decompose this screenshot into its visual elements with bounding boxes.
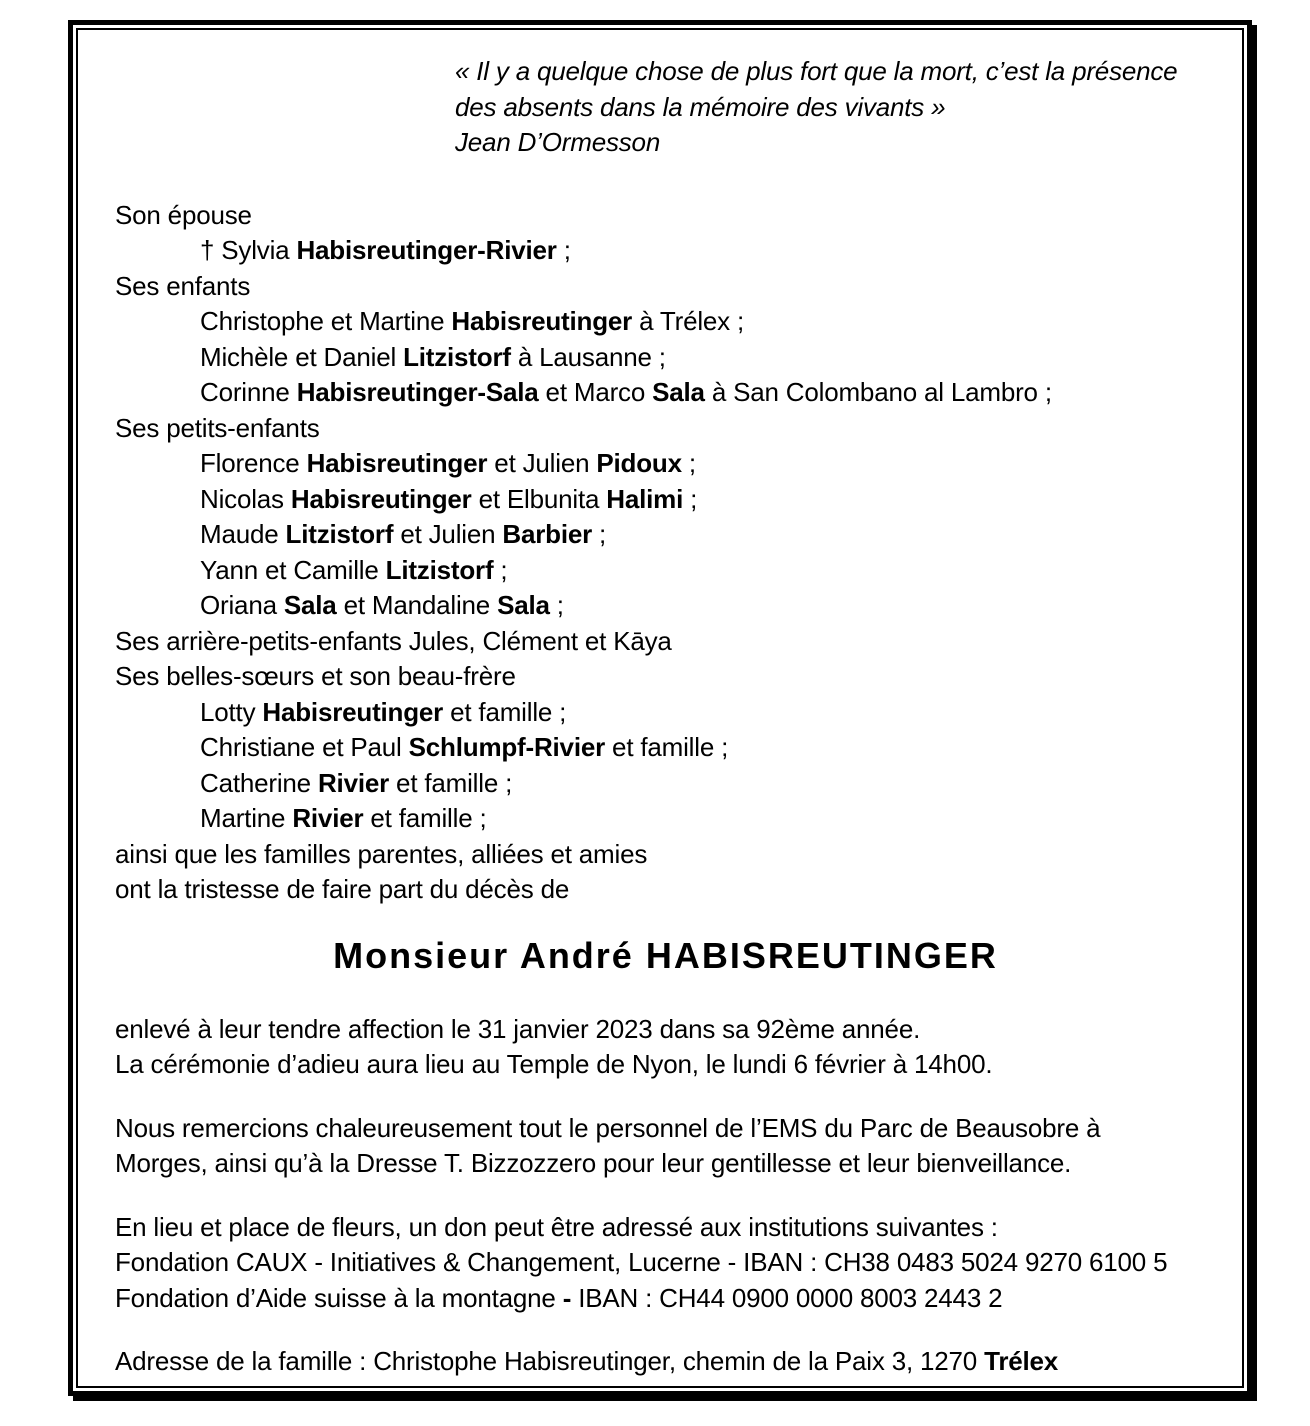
deceased-name-title: Monsieur André HABISREUTINGER: [333, 934, 998, 976]
text-run: Michèle et Daniel: [200, 341, 404, 372]
text-run: Habisreutinger-Sala: [296, 377, 539, 407]
text-run: Ses petits-enfants: [115, 412, 320, 443]
text-run: ;: [556, 235, 571, 265]
text-line: [115, 269, 1216, 305]
text-line: [115, 304, 1216, 340]
text-run: Habisreutinger: [262, 696, 444, 727]
text-run: et famille ;: [363, 803, 487, 833]
text-run: et Marco: [538, 377, 653, 407]
text-run: Lotty: [200, 696, 263, 727]
text-line: [115, 659, 1216, 695]
text-line: [115, 1012, 1216, 1048]
text-run: La cérémonie d’adieu aura lieu au Temple de Nyon, le lundi 6 février à 14h00.: [115, 1049, 993, 1079]
text-run: † Sylvia: [200, 235, 297, 265]
text-run: ;: [592, 519, 607, 549]
quote-attribution: Jean D’Ormesson: [455, 127, 661, 157]
text-line: [115, 588, 1216, 624]
text-run: Sala: [497, 590, 550, 620]
announcement-paragraphs: [115, 1012, 1216, 1380]
text-run: Martine: [200, 803, 293, 833]
text-run: Habisreutinger: [290, 483, 472, 514]
paragraph-donations: [115, 1210, 1216, 1317]
text-run: Trélex: [984, 1346, 1059, 1376]
paragraph-thanks: [115, 1111, 1216, 1182]
paragraph-family-address: [115, 1344, 1216, 1380]
text-run: Sala: [652, 377, 705, 407]
text-run: Morges, ainsi qu’à la Dresse T. Bizzozzero pour leur gentillesse et leur bienveillance.: [115, 1148, 1072, 1178]
text-line: [115, 1210, 1216, 1246]
memorial-quote: [455, 54, 1216, 161]
text-line: [115, 872, 1216, 908]
text-line: [115, 198, 1216, 234]
text-run: Litzistorf: [385, 554, 494, 585]
text-run: Catherine: [200, 767, 318, 798]
text-line: [115, 446, 1216, 482]
paragraph-ceremony: [115, 1012, 1216, 1083]
text-run: Ses belles-sœurs et son beau-frère: [115, 661, 516, 691]
text-run: enlevé à leur tendre affection le 31 janvier 2023 dans sa 92ème année.: [115, 1013, 921, 1044]
text-line: [115, 1047, 1216, 1083]
text-run: Litzistorf: [285, 519, 394, 549]
document-inner-border: [76, 28, 1244, 1388]
text-run: Son épouse: [115, 199, 252, 230]
text-line: [115, 1245, 1216, 1281]
quote-line-2: des absents dans la mémoire des vivants »: [455, 91, 946, 122]
text-run: Corinne: [200, 377, 297, 407]
text-line: [115, 695, 1216, 731]
text-run: -: [562, 1282, 572, 1313]
text-run: ont la tristesse de faire part du décès de: [115, 874, 570, 904]
text-run: IBAN : CH44 0900 0000 8003 2443 2: [571, 1282, 1003, 1313]
text-run: Fondation CAUX - Initiatives & Changement, Lucerne - IBAN : CH38 0483 5024 9270 6100 5: [115, 1247, 1168, 1277]
text-run: Oriana: [200, 590, 284, 620]
text-run: et famille ;: [605, 732, 729, 762]
document-frame: [68, 20, 1252, 1396]
text-run: Rivier: [317, 767, 390, 798]
text-run: à Trélex ;: [632, 306, 745, 336]
text-line: [115, 766, 1216, 802]
text-run: Yann et Camille: [200, 554, 386, 585]
text-line: [115, 517, 1216, 553]
text-run: Florence: [200, 448, 307, 478]
text-run: et Elbunita: [471, 483, 607, 514]
text-run: et famille ;: [389, 767, 513, 798]
text-line: [115, 1146, 1216, 1182]
text-run: ainsi que les familles parentes, alliées et amies: [115, 838, 648, 869]
text-run: à San Colombano al Lambro ;: [704, 377, 1052, 407]
text-run: à Lausanne ;: [510, 341, 666, 372]
text-run: Habisreutinger: [451, 306, 633, 336]
text-run: Schlumpf-Rivier: [408, 732, 606, 762]
text-run: Habisreutinger-Rivier: [296, 235, 557, 265]
text-run: Sala: [283, 590, 337, 620]
text-run: Maude: [200, 519, 286, 549]
quote-line-1: « Il y a quelque chose de plus fort que la mort, c’est la présence: [455, 56, 1178, 86]
text-run: Fondation d’Aide suisse à la montagne: [115, 1282, 563, 1313]
text-line: [115, 837, 1216, 873]
text-run: En lieu et place de fleurs, un don peut être adressé aux institutions suivantes :: [115, 1211, 998, 1242]
text-line: [115, 1344, 1216, 1380]
text-run: et famille ;: [443, 696, 567, 727]
text-run: Ses arrière-petits-enfants Jules, Clément et Kāya: [115, 625, 672, 656]
text-run: ;: [681, 448, 696, 478]
family-list: [115, 198, 1216, 908]
text-run: Litzistorf: [403, 341, 511, 372]
text-run: Halimi: [606, 483, 684, 514]
text-line: [115, 233, 1216, 269]
text-run: Adresse de la famille : Christophe Habisreutinger, chemin de la Paix 3, 1270: [115, 1346, 985, 1376]
text-run: Habisreutinger: [306, 448, 488, 478]
text-line: [115, 553, 1216, 589]
text-run: ;: [549, 590, 564, 620]
text-run: Nicolas: [200, 483, 291, 514]
text-run: Christiane et Paul: [200, 732, 409, 762]
text-run: et Julien: [393, 519, 503, 549]
text-line: [115, 624, 1216, 660]
text-line: [115, 375, 1216, 411]
text-line: [115, 1281, 1216, 1317]
text-run: Rivier: [292, 803, 364, 833]
text-run: Christophe et Martine: [200, 306, 452, 336]
text-line: [115, 1111, 1216, 1147]
text-run: et Mandaline: [336, 590, 498, 620]
text-run: ;: [683, 483, 698, 514]
text-run: Pidoux: [596, 448, 682, 478]
text-run: et Julien: [487, 448, 597, 478]
text-run: Ses enfants: [115, 270, 251, 301]
text-run: Barbier: [502, 519, 593, 549]
text-line: [115, 340, 1216, 376]
text-line: [115, 411, 1216, 447]
text-line: [115, 801, 1216, 837]
text-line: [115, 730, 1216, 766]
text-run: Nous remercions chaleureusement tout le personnel de l’EMS du Parc de Beausobre à: [115, 1112, 1101, 1143]
text-run: ;: [493, 554, 508, 585]
text-line: [115, 482, 1216, 518]
